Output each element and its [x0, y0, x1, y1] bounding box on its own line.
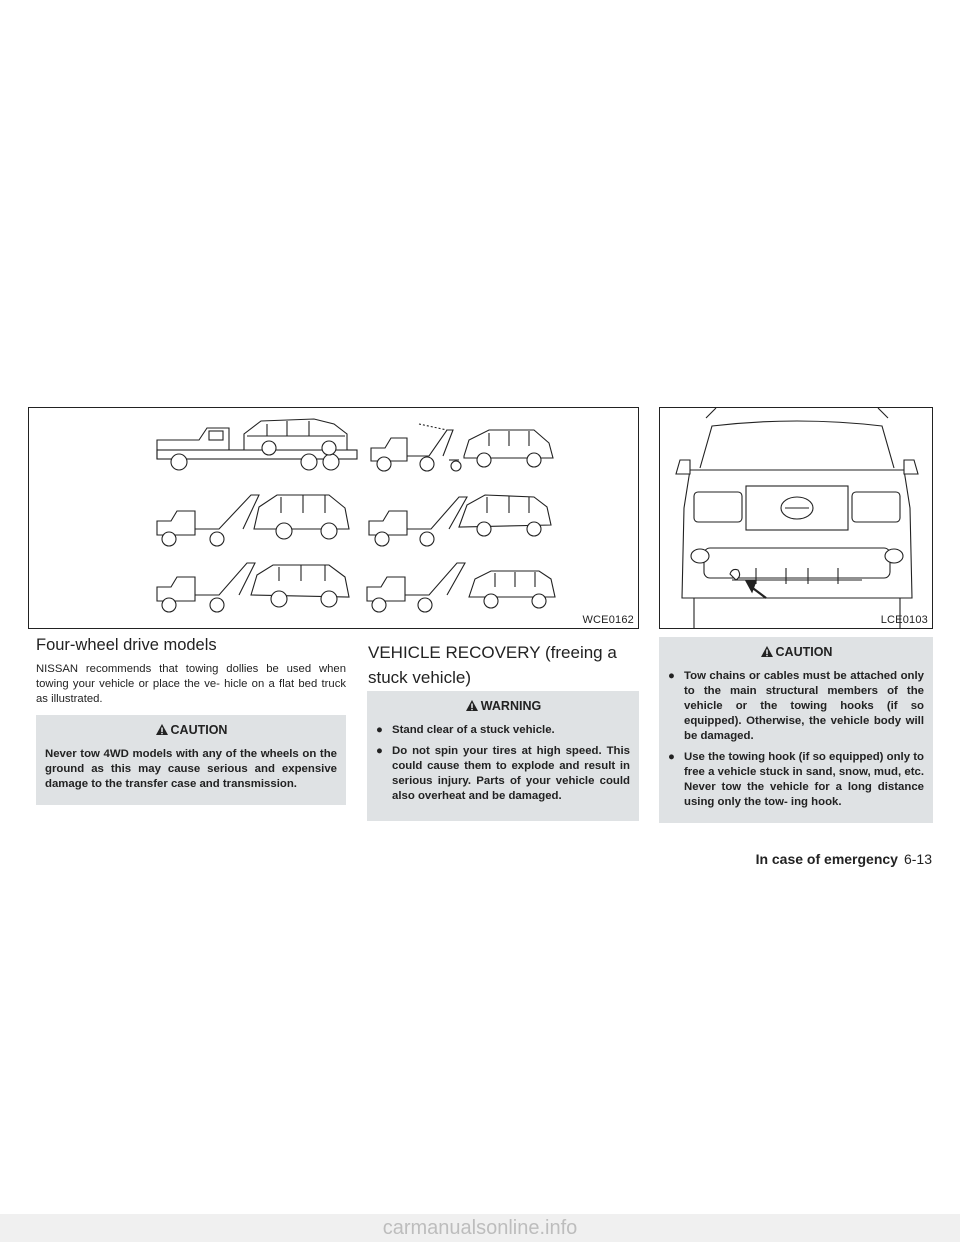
list-item	[668, 669, 924, 744]
section-title: VEHICLE RECOVERY (freeing a stuck vehicle)	[368, 643, 617, 687]
caution-title: CAUTION	[170, 723, 228, 737]
page-footer	[756, 851, 932, 867]
warning-triangle-icon	[760, 645, 774, 658]
list-item	[376, 723, 630, 738]
list-item	[668, 750, 924, 810]
towing-methods-illustration	[29, 408, 639, 629]
list-item	[376, 744, 630, 804]
bullet-icon: ●	[668, 670, 675, 682]
bullet-icon: ●	[376, 745, 383, 757]
caution-text: Never tow 4WD models with any of the wheels on the ground as this may cause serious and expensive damage to the transfer case and transmission.	[45, 748, 337, 790]
vehicle-front-illustration	[660, 408, 933, 629]
list-item-text: Use the towing hook (if so equipped) only to free a vehicle stuck in sand, snow, mud, etc. Never tow the vehicle for a long distance using only the tow- ing hook.	[684, 751, 924, 808]
warning-box	[367, 691, 639, 821]
caution-header	[668, 645, 924, 661]
list-item-text: Tow chains or cables must be attached only to the main structural members of the vehicle or the towing hooks (if so equipped). Otherwise, the vehicle body will be damaged.	[684, 670, 924, 742]
warning-triangle-icon	[465, 699, 479, 712]
section-subheading: Four-wheel drive models	[36, 636, 217, 654]
caution-list	[668, 669, 924, 810]
bullet-icon: ●	[668, 751, 675, 763]
page-number: 6-13	[903, 851, 932, 867]
towing-hook-figure	[659, 407, 933, 629]
figure-code: WCE0162	[582, 614, 634, 626]
towing-methods-figure	[28, 407, 639, 629]
caution-box	[659, 637, 933, 823]
figure-code: LCE0103	[880, 614, 928, 626]
chapter-title: In case of emergency	[755, 851, 898, 867]
list-item-text: Stand clear of a stuck vehicle.	[392, 724, 555, 736]
body-paragraph: NISSAN recommends that towing dollies be used when towing your vehicle or place the ve- hicle on a flat bed truck as illustrated.	[36, 663, 346, 705]
caution-box	[36, 715, 346, 805]
caution-title: CAUTION	[775, 645, 833, 659]
warning-triangle-icon	[155, 723, 169, 736]
warning-title: WARNING	[480, 699, 542, 713]
caution-header	[45, 723, 337, 739]
list-item-text: Do not spin your tires at high speed. This could cause them to explode and result in serious injury. Parts of your vehicle could also overheat and be damaged.	[392, 745, 630, 802]
warning-header	[376, 699, 630, 715]
watermark: carmanualsonline.info	[0, 1214, 960, 1242]
warning-list	[376, 723, 630, 804]
bullet-icon: ●	[376, 724, 383, 736]
